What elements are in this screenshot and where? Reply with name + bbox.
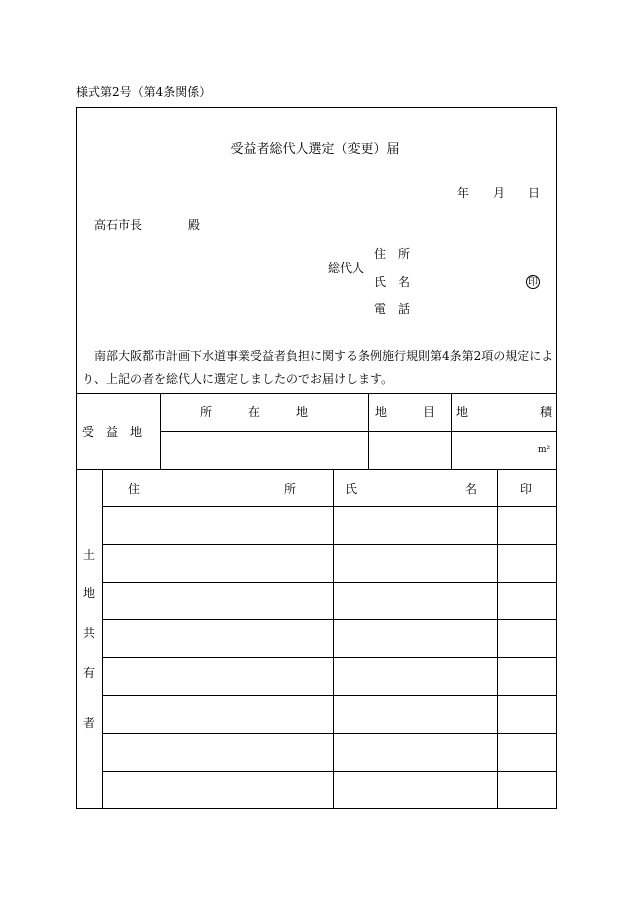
land-area-header: 地 積 xyxy=(456,405,553,419)
owners-name-header: 氏 名 xyxy=(345,482,478,496)
owner-seal-field[interactable] xyxy=(498,507,557,544)
land-location-header: 所 在 地 xyxy=(200,405,309,419)
owner-seal-field[interactable] xyxy=(498,658,557,695)
owner-address-field[interactable] xyxy=(103,772,333,809)
land-location-field[interactable] xyxy=(161,432,368,469)
addressee-honorific: 殿 xyxy=(188,218,201,232)
land-section-top-rule xyxy=(76,393,557,394)
owner-name-field[interactable] xyxy=(334,696,497,733)
owners-label-char: 土 xyxy=(83,548,96,562)
owner-name-field[interactable] xyxy=(334,658,497,695)
addressee-name: 高石市長 xyxy=(94,218,143,232)
owner-seal-field[interactable] xyxy=(498,696,557,733)
owner-name-field[interactable] xyxy=(334,620,497,657)
owner-name-field[interactable] xyxy=(334,772,497,809)
body-text-line-1: 南部大阪都市計画下水道事業受益者負担に関する条例施行規則第4条第2項の規定によ xyxy=(94,349,554,363)
owner-address-field[interactable] xyxy=(103,734,333,771)
date-day-label: 日 xyxy=(528,186,541,200)
owners-address-header: 住 所 xyxy=(128,482,297,496)
owner-name-field[interactable] xyxy=(334,734,497,771)
seal-mark-icon xyxy=(526,275,540,289)
date-month-label: 月 xyxy=(493,186,506,200)
land-category-field[interactable] xyxy=(369,432,451,469)
owner-seal-field[interactable] xyxy=(498,734,557,771)
land-category-header: 地 目 xyxy=(375,405,436,419)
land-label: 受 益 地 xyxy=(82,425,143,439)
owner-seal-field[interactable] xyxy=(498,583,557,619)
representative-phone-label: 電 話 xyxy=(374,302,411,316)
land-area-unit: m² xyxy=(538,445,551,455)
form-number: 様式第2号（第4条関係） xyxy=(76,85,212,99)
owner-name-field[interactable] xyxy=(334,507,497,544)
owner-address-field[interactable] xyxy=(103,658,333,695)
owners-label-char: 有 xyxy=(83,666,96,680)
owner-address-field[interactable] xyxy=(103,620,333,657)
date-year-label: 年 xyxy=(457,186,470,200)
body-text-line-2: り、上記の者を総代人に選定しましたのでお届けします。 xyxy=(82,372,394,386)
owner-seal-field[interactable] xyxy=(498,620,557,657)
owner-name-field[interactable] xyxy=(334,545,497,582)
owners-seal-header: 印 xyxy=(520,482,533,496)
owner-address-field[interactable] xyxy=(103,545,333,582)
owner-address-field[interactable] xyxy=(103,696,333,733)
owner-address-field[interactable] xyxy=(103,583,333,619)
owner-seal-field[interactable] xyxy=(498,772,557,809)
owner-address-field[interactable] xyxy=(103,507,333,544)
owners-label-char: 者 xyxy=(83,716,96,730)
representative-name-label: 氏 名 xyxy=(374,275,411,289)
representative-label: 総代人 xyxy=(328,261,365,275)
owners-label-char: 地 xyxy=(83,586,96,600)
representative-address-label: 住 所 xyxy=(374,247,411,261)
owner-name-field[interactable] xyxy=(334,583,497,619)
form-title: 受益者総代人選定（変更）届 xyxy=(230,142,400,157)
owners-label-char: 共 xyxy=(83,626,96,640)
land-section-bottom-rule xyxy=(76,469,557,470)
owner-seal-field[interactable] xyxy=(498,545,557,582)
seal-mark-text: 印 xyxy=(528,277,538,288)
